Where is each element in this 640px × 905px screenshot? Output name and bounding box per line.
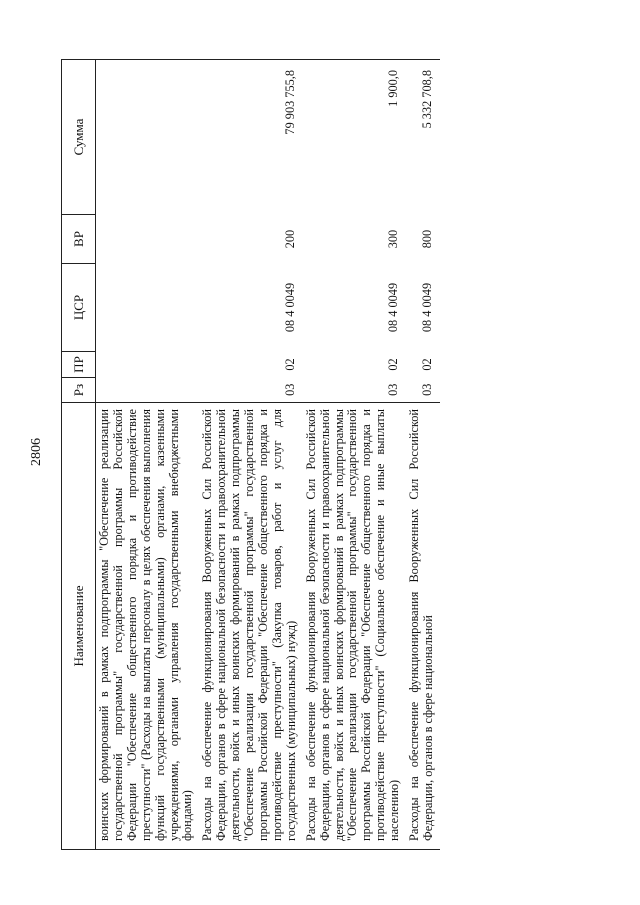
row-csr: 08 4 0049	[386, 282, 401, 333]
header-rz: Рз	[62, 378, 96, 403]
row-vr: 300	[386, 229, 401, 249]
rotated-page-content	[61, 60, 601, 850]
table-row	[406, 60, 440, 850]
table-row	[96, 60, 200, 850]
header-vr: ВР	[62, 215, 96, 264]
row-vr: 800	[419, 229, 434, 249]
row-csr	[96, 264, 200, 352]
row-sum: 1 900,0	[303, 60, 406, 215]
row-csr: 08 4 0049	[419, 282, 434, 333]
row-sum: 79 903 755,8	[199, 60, 302, 215]
header-name: Наименование	[62, 403, 96, 850]
row-csr: 08 4 0049	[282, 282, 297, 333]
row-sum	[96, 60, 200, 215]
page-number: 2806	[29, 438, 44, 466]
table-row	[303, 60, 406, 850]
row-vr	[96, 215, 200, 264]
budget-table	[61, 59, 440, 850]
table-row	[199, 60, 302, 850]
row-sum: 5 332 708,8	[406, 60, 440, 215]
row-rz	[96, 378, 200, 403]
row-pr: 02	[386, 358, 401, 371]
table-header-row	[62, 60, 96, 850]
row-pr: 02	[282, 358, 297, 371]
row-name: воинских формирований в рамках подпрограммы "Обеспечение реализации государственной программы" государственной программы Российской Федерации "Обеспечение общественного порядка и противодействие преступности" (Расходы на выплаты персоналу в целях обеспечения выполнения функций государственными (муниципальными) органами, казенными учреждениями, органами управления государственными внебюджетными фондами)	[96, 403, 200, 850]
row-rz: 03	[282, 383, 297, 396]
header-pr: ПР	[62, 352, 96, 378]
row-vr: 200	[282, 229, 297, 249]
row-name: Расходы на обеспечение функционирования Вооруженных Сил Российской Федерации, органов в сфере национальной	[406, 403, 440, 850]
row-name: Расходы на обеспечение функционирования Вооруженных Сил Российской Федерации, органов в сфере национальной безопасности и правоохранительной деятельности, войск и иных воинских формирований в рамках подпрограммы "Обеспечение реализации государственной программы" государственной программы Российской Федерации "Обеспечение общественного порядка и противодействие преступности" (Социальное обеспечение и иные выплаты населению)	[303, 403, 406, 850]
header-sum: Сумма	[62, 60, 96, 215]
row-rz: 03	[386, 383, 401, 396]
row-pr: 02	[419, 358, 434, 371]
row-rz: 03	[419, 383, 434, 396]
row-pr	[96, 352, 200, 378]
header-csr: ЦСР	[62, 264, 96, 352]
row-name: Расходы на обеспечение функционирования Вооруженных Сил Российской Федерации, органов в сфере национальной безопасности и правоохранительной деятельности, войск и иных воинских формирований в рамках подпрограммы "Обеспечение реализации государственной программы" государственной программы Российской Федерации "Обеспечение общественного порядка и противодействие преступности" (Закупка товаров, работ и услуг для государственных (муниципальных) нужд)	[199, 403, 302, 850]
